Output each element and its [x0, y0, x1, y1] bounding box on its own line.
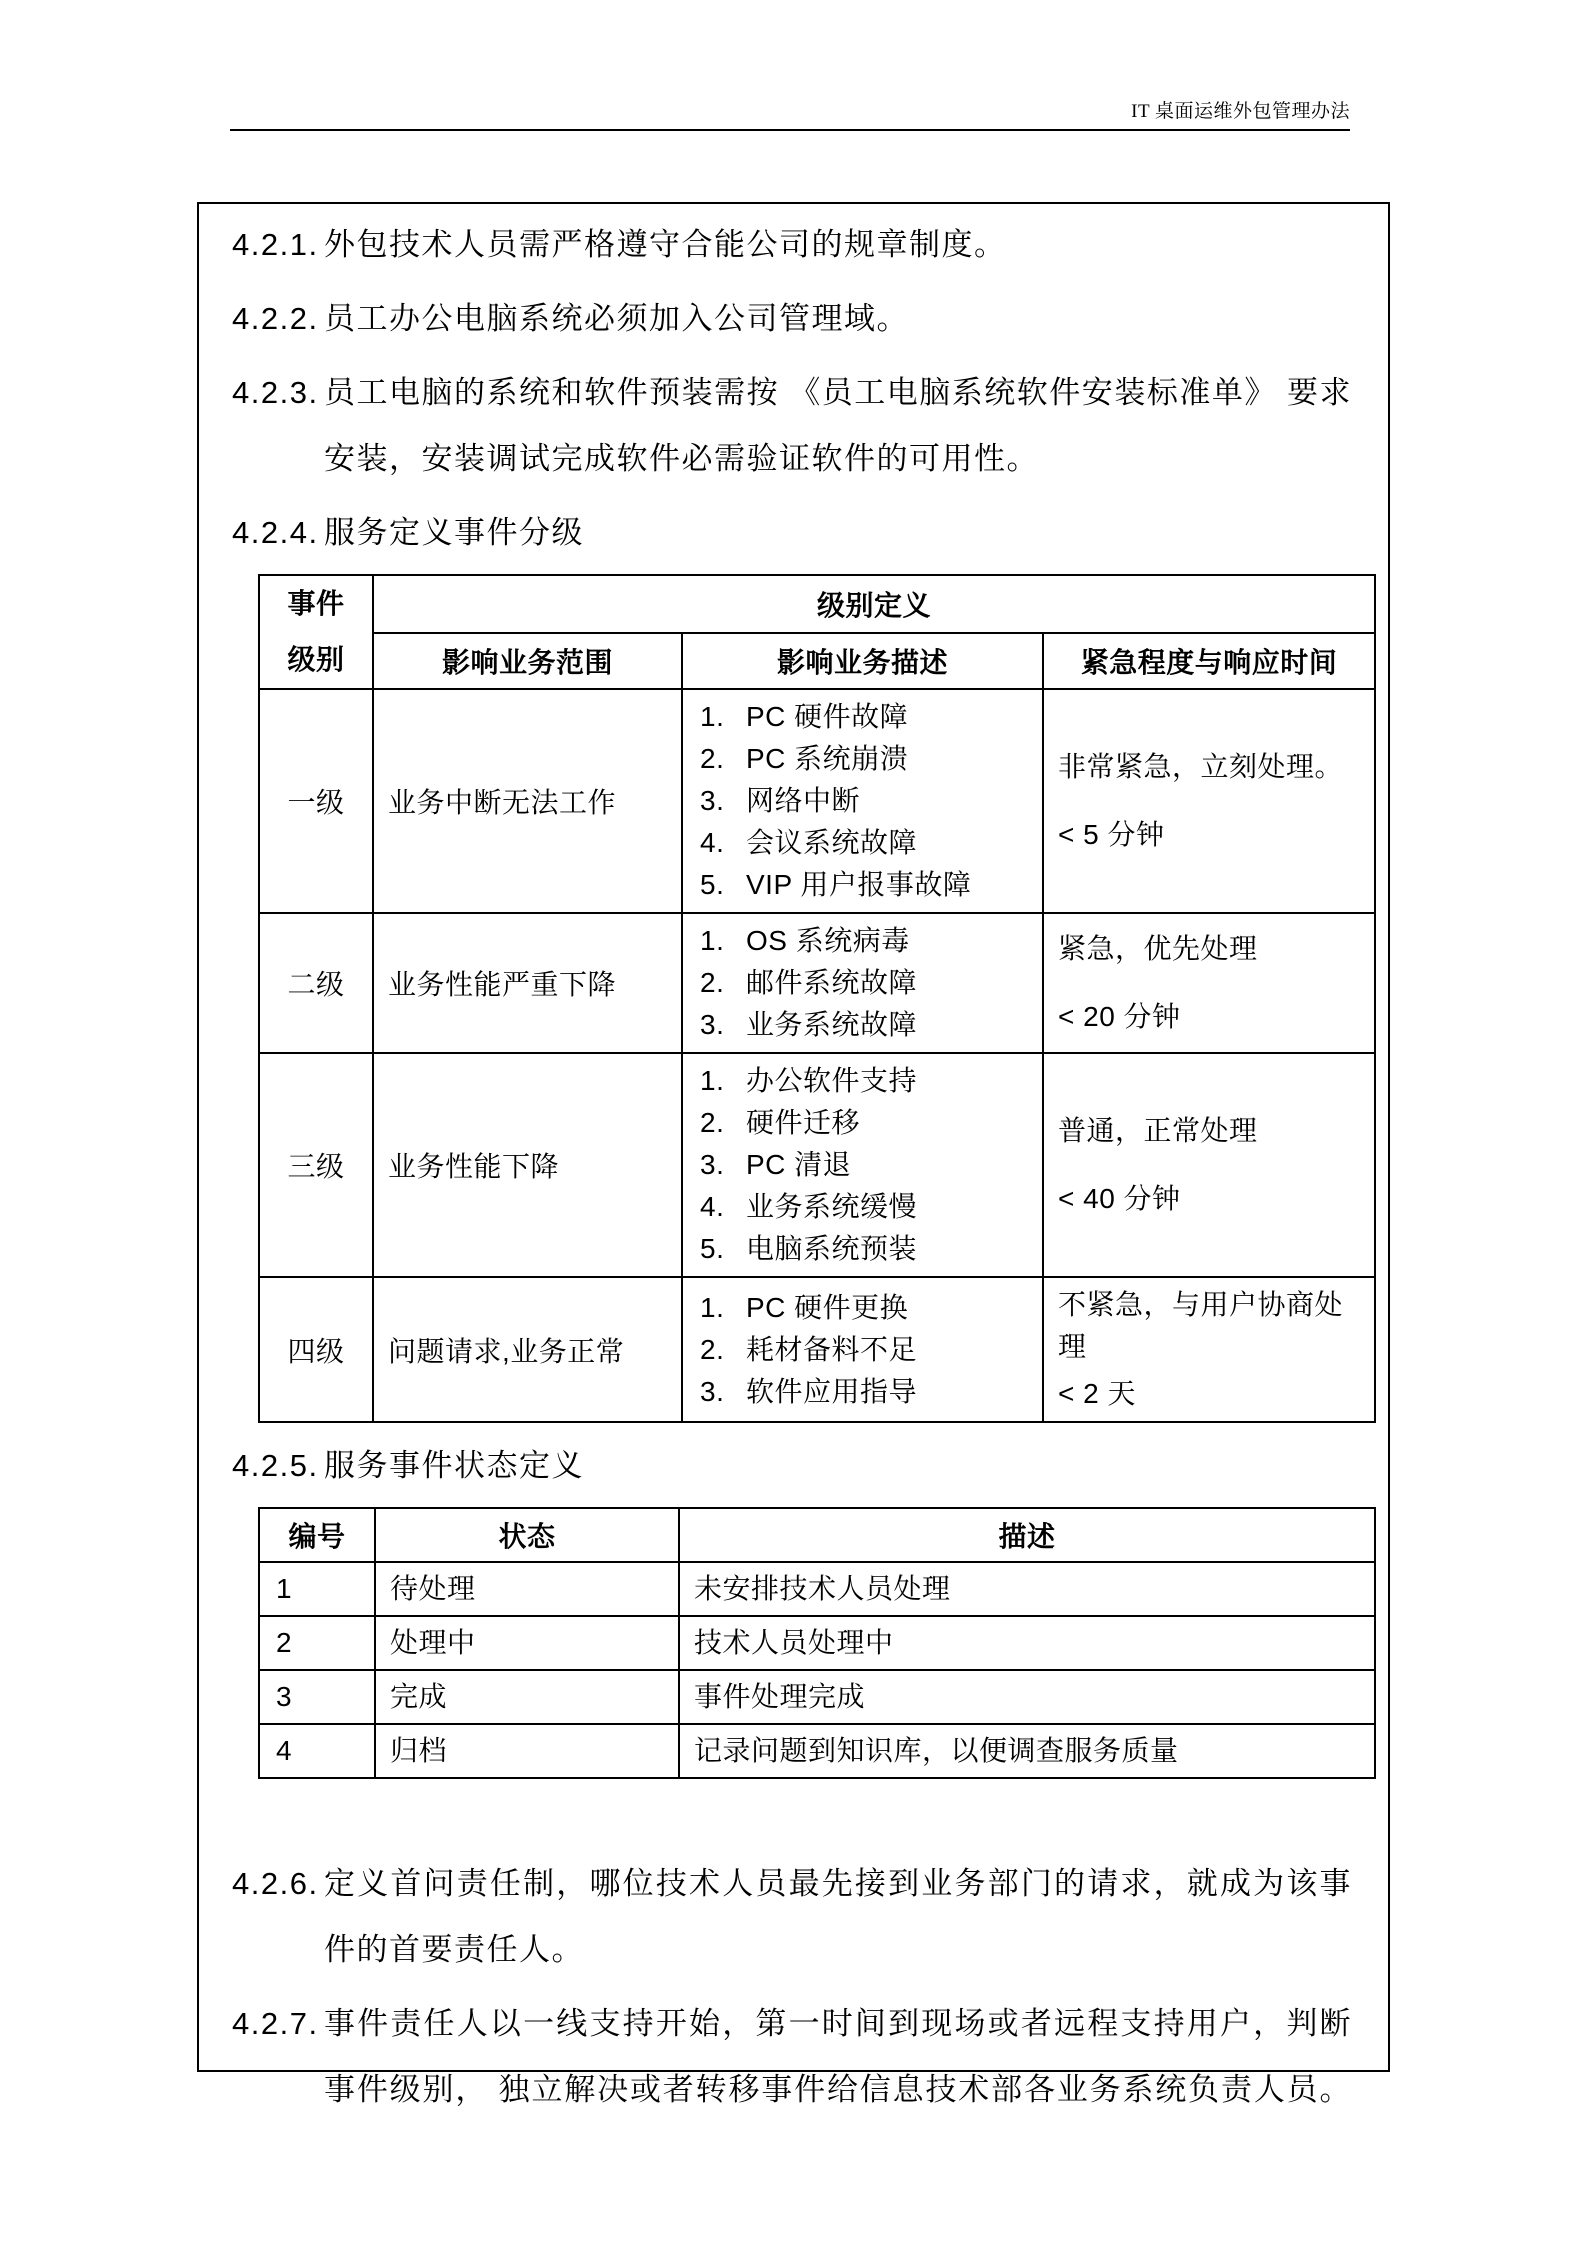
severity-scope: 问题请求,业务正常: [373, 1277, 682, 1422]
list-item: 3. 软件应用指导: [700, 1375, 918, 1407]
section-4-2-1: [232, 212, 1380, 278]
list-item: 1. OS 系统病毒: [700, 925, 910, 956]
urgency-text: 不紧急，与用户协商处理: [1058, 1289, 1344, 1362]
severity-header-description: 影响业务描述: [682, 633, 1043, 689]
section-4-2-6: [232, 1851, 1380, 1983]
list-item: 3. PC 清退: [700, 1149, 852, 1180]
status-header-status: 状态: [375, 1508, 679, 1562]
severity-issues: [682, 1053, 1043, 1277]
list-item: 2. 硬件迁移: [700, 1107, 861, 1138]
status-header-no: 编号: [259, 1508, 375, 1562]
severity-issues: [682, 913, 1043, 1053]
status-name: 处理中: [375, 1616, 679, 1670]
paragraph-line: 服务定义事件分级: [324, 515, 584, 550]
list-item: 2. PC 系统崩溃: [700, 743, 909, 774]
severity-table: [258, 574, 1376, 1423]
status-no: 2: [259, 1616, 375, 1670]
paragraph-line: 定义首问责任制，哪位技术人员最先接到业务部门的请求，就成为该事: [324, 1866, 1352, 1901]
status-row-3: [259, 1670, 1375, 1724]
severity-issues: [682, 1277, 1043, 1422]
severity-urgency: [1043, 1053, 1375, 1277]
section-4-2-2: [232, 286, 1380, 352]
response-time: < 2 天: [1058, 1378, 1136, 1409]
status-name: 待处理: [375, 1562, 679, 1616]
response-time: < 20 分钟: [1058, 1001, 1181, 1032]
paragraph-number: 4.2.1.: [232, 227, 319, 262]
list-item: 5. VIP 用户报事故障: [700, 869, 972, 900]
response-time: < 40 分钟: [1058, 1183, 1181, 1214]
response-time: < 5 分钟: [1058, 819, 1165, 850]
paragraph-line: 员工电脑的系统和软件预装需按 《员工电脑系统软件安装标准单》 要求: [324, 375, 1352, 410]
status-no: 1: [259, 1562, 375, 1616]
severity-scope: 业务性能严重下降: [373, 913, 682, 1053]
paragraph-number: 4.2.5.: [232, 1448, 319, 1483]
list-item: 2. 邮件系统故障: [700, 967, 918, 998]
severity-header-scope: 影响业务范围: [373, 633, 682, 689]
status-row-2: [259, 1616, 1375, 1670]
paragraph-number: 4.2.4.: [232, 515, 319, 550]
urgency-text: 普通，正常处理: [1058, 1115, 1258, 1146]
list-item: 2. 耗材备料不足: [700, 1333, 918, 1365]
severity-header-event-level: 事件 级别: [259, 575, 373, 689]
list-item: 3. 网络中断: [700, 785, 861, 816]
status-table: [258, 1507, 1376, 1779]
paragraph-line: 外包技术人员需严格遵守合能公司的规章制度。: [324, 227, 1007, 262]
severity-level: 四级: [259, 1277, 373, 1422]
status-no: 4: [259, 1724, 375, 1778]
severity-level: 二级: [259, 913, 373, 1053]
list-item: 1. PC 硬件故障: [700, 701, 909, 732]
paragraph-line: 事件责任人以一线支持开始，第一时间到现场或者远程支持用户，判断: [324, 2006, 1352, 2041]
paragraph-line: 事件级别， 独立解决或者转移事件给信息技术部各业务系统负责人员。: [324, 2072, 1352, 2107]
severity-level: 一级: [259, 689, 373, 913]
content-box: [197, 202, 1390, 2107]
paragraph-line: 安装，安装调试完成软件必需验证软件的可用性。: [324, 441, 1039, 476]
status-description: 未安排技术人员处理: [679, 1562, 1375, 1616]
status-header-description: 描述: [679, 1508, 1375, 1562]
running-header: [230, 96, 1350, 131]
list-item: 4. 会议系统故障: [700, 827, 918, 858]
running-header-title: IT 桌面运维外包管理办法: [1131, 101, 1350, 122]
list-item: 1. 办公软件支持: [700, 1065, 918, 1096]
section-4-2-7: [232, 1991, 1380, 2123]
status-no: 3: [259, 1670, 375, 1724]
severity-row-2: [259, 913, 1375, 1053]
section-4-2-3: [232, 360, 1380, 492]
severity-issues: [682, 689, 1043, 913]
paragraph-line: 员工办公电脑系统必须加入公司管理域。: [324, 301, 909, 336]
list-item: 3. 业务系统故障: [700, 1009, 918, 1040]
severity-level: 三级: [259, 1053, 373, 1277]
urgency-text: 非常紧急，立刻处理。: [1058, 751, 1344, 782]
list-item: 1. PC 硬件更换: [700, 1291, 909, 1323]
status-row-4: [259, 1724, 1375, 1778]
paragraph-line: 服务事件状态定义: [324, 1448, 584, 1483]
section-4-2-5: [232, 1433, 1380, 1499]
severity-urgency: [1043, 913, 1375, 1053]
severity-header-urgency: 紧急程度与响应时间: [1043, 633, 1375, 689]
severity-row-4: [259, 1277, 1375, 1422]
paragraph-number: 4.2.3.: [232, 375, 319, 410]
status-name: 归档: [375, 1724, 679, 1778]
severity-row-1: [259, 689, 1375, 913]
paragraph-number: 4.2.2.: [232, 301, 319, 336]
status-description: 事件处理完成: [679, 1670, 1375, 1724]
status-description: 技术人员处理中: [679, 1616, 1375, 1670]
paragraph-number: 4.2.6.: [232, 1866, 319, 1901]
list-item: 4. 业务系统缓慢: [700, 1191, 918, 1222]
severity-header-level-definition: 级别定义: [373, 575, 1375, 633]
list-item: 5. 电脑系统预装: [700, 1233, 918, 1264]
status-name: 完成: [375, 1670, 679, 1724]
severity-urgency: [1043, 689, 1375, 913]
severity-scope: 业务中断无法工作: [373, 689, 682, 913]
section-4-2-4: [232, 500, 1380, 566]
urgency-text: 紧急，优先处理: [1058, 933, 1258, 964]
status-description: 记录问题到知识库，以便调查服务质量: [679, 1724, 1375, 1778]
paragraph-number: 4.2.7.: [232, 2006, 319, 2041]
severity-scope: 业务性能下降: [373, 1053, 682, 1277]
status-row-1: [259, 1562, 1375, 1616]
severity-urgency: [1043, 1277, 1375, 1422]
severity-row-3: [259, 1053, 1375, 1277]
paragraph-line: 件的首要责任人。: [324, 1932, 584, 1967]
